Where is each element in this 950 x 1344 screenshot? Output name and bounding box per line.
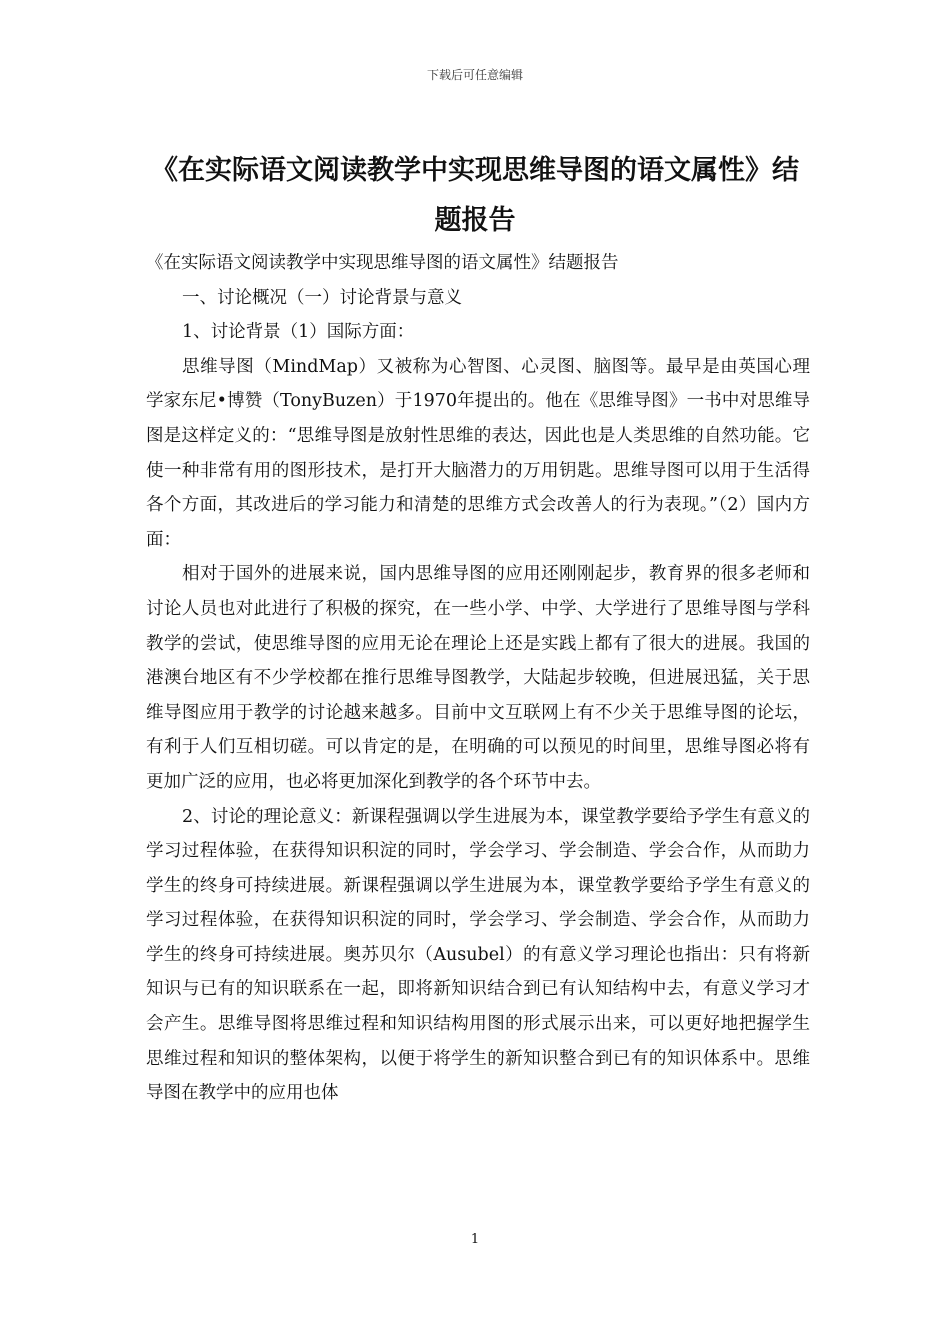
subsection-heading: 1、讨论背景（1）国际方面： — [182, 322, 415, 343]
document-body — [146, 246, 810, 1111]
document-title: 《在实际语文阅读教学中实现思维导图的语文属性》结题报告 — [151, 155, 799, 236]
subtitle-paragraph: 《在实际语文阅读教学中实现思维导图的语文属性》结题报告 — [146, 253, 619, 273]
body-paragraph: 2、讨论的理论意义：新课程强调以学生进展为本，课堂教学要给予学生有意义的学习过程体验，在获得知识积淀的同时，学会学习、学会制造、学会合作，从而助力学生的终身可持续进展。新课程强调以学生进展为本，课堂教学要给予学生有意义的学习过程体验，在获得知识积淀的同时，学会学习、学会制造、学会合作，从而助力学生的终身可持续进展。奥苏贝尔（Ausubel）的有意义学习理论也指出：只有将新知识与已有的知识联系在一起，即将新知识结合到已有认知结构中去，有意义学习才会产生。思维导图将思维过程和知识结构用图的形式展示出来，可以更好地把握学生思维过程和知识的整体架构，以便于将学生的新知识整合到已有的知识体系中。思维导图在教学中的应用也体 — [146, 806, 810, 1104]
body-paragraph: 相对于国外的进展来说，国内思维导图的应用还刚刚起步，教育界的很多老师和讨论人员也对此进行了积极的探究，在一些小学、中学、大学进行了思维导图与学科教学的尝试，使思维导图的应用无论在理论上还是实践上都有了很大的进展。我国的港澳台地区有不少学校都在推行思维导图教学，大陆起步较晚，但进展迅猛，关于思维导图应用于教学的讨论越来越多。目前中文互联网上有不少关于思维导图的论坛，有利于人们互相切磋。可以肯定的是，在明确的可以预见的时间里，思维导图必将有更加广泛的应用，也必将更加深化到教学的各个环节中去。 — [146, 564, 810, 792]
page-number: 1 — [470, 1232, 480, 1247]
body-paragraph: 思维导图（MindMap）又被称为心智图、心灵图、脑图等。最早是由英国心理学家东尼•博赞（TonyBuzen）于1970年提出的。他在《思维导图》一书中对思维导图是这样定义的：“思维导图是放射性思维的表达，因此也是人类思维的自然功能。它使一种非常有用的图形技术，是打开大脑潜力的万用钥匙。思维导图可以用于生活得各个方面，其改进后的学习能力和清楚的思维方式会改善人的行为表现。”（2）国内方面： — [146, 356, 810, 550]
section-heading: 一、讨论概况（一）讨论背景与意义 — [182, 287, 462, 308]
page-header-note: 下载后可任意编辑 — [426, 68, 523, 82]
